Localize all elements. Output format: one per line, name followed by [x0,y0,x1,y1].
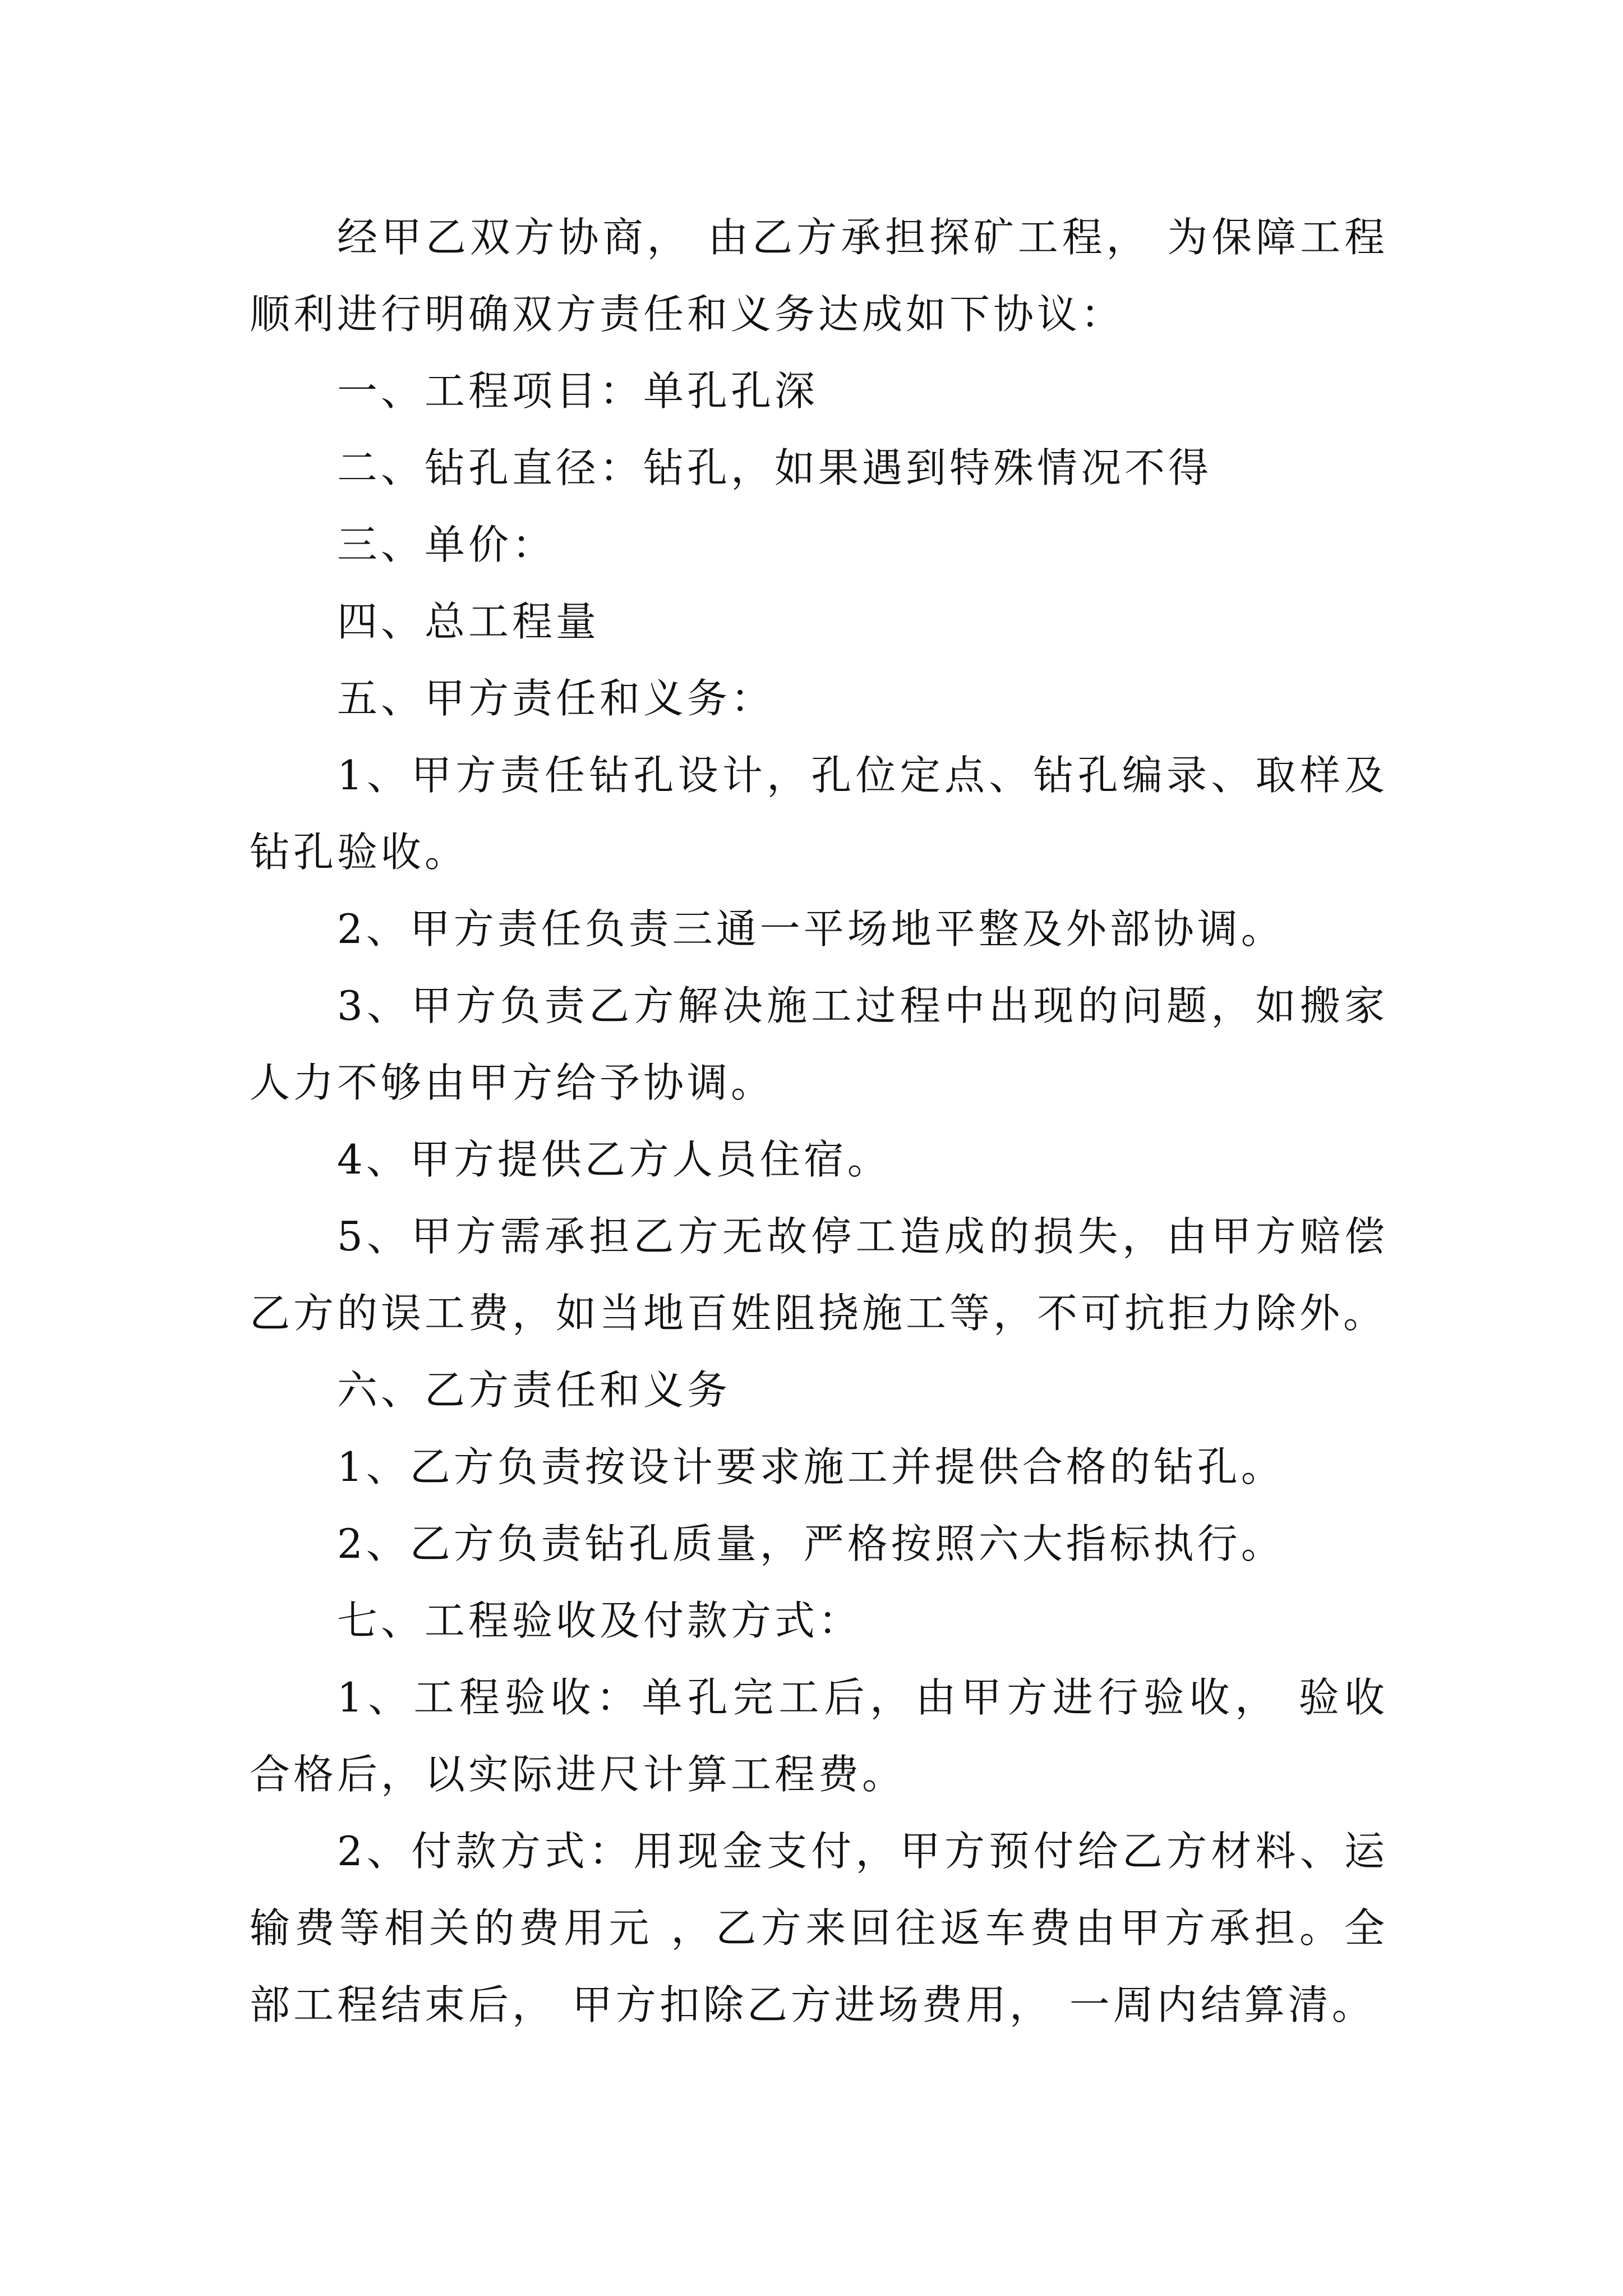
party-a-clause-5: 5、甲方需承担乙方无故停工造成的损失，由甲方赔偿乙方的误工费，如当地百姓阻挠施工等，不可抗拒力除外。 [250,1213,1388,1337]
acceptance-clause-1: 1、工程验收：单孔完工后，由甲方进行验收， 验收合格后，以实际进尺计算工程费。 [250,1674,1388,1798]
party-a-clause-1: 1、甲方责任钻孔设计，孔位定点、钻孔编录、取样及钻孔验收。 [250,752,1388,876]
document-body [250,199,1388,2044]
item-project: 一、工程项目：单孔孔深 [337,367,819,415]
section-acceptance-heading: 七、工程验收及付款方式： [337,1597,863,1644]
item-unit-price: 三、单价： [337,521,556,568]
party-a-clause-2: 2、甲方责任负责三通一平场地平整及外部协调。 [337,905,1285,953]
section-party-a-heading: 五、甲方责任和义务： [337,675,775,722]
party-b-clause-1: 1、乙方负责按设计要求施工并提供合格的钻孔。 [337,1443,1285,1490]
party-b-clause-2: 2、乙方负责钻孔质量，严格按照六大指标执行。 [337,1520,1285,1567]
item-total-quantity: 四、总工程量 [337,598,600,645]
item-diameter: 二、钻孔直径：钻孔，如果遇到特殊情况不得 [337,444,1212,491]
intro-paragraph: 经甲乙双方协商， 由乙方承担探矿工程， 为保障工程顺利进行明确双方责任和义务达成如下协议： [250,214,1388,338]
section-party-b-heading: 六、乙方责任和义务 [337,1366,731,1414]
acceptance-clause-2: 2、付款方式：用现金支付，甲方预付给乙方材料、运输费等相关的费用元 ，乙方来回往返车费由甲方承担。全部工程结束后， 甲方扣除乙方进场费用， 一周内结算清。 [250,1828,1388,2028]
party-a-clause-4: 4、甲方提供乙方人员住宿。 [337,1136,891,1183]
party-a-clause-3: 3、甲方负责乙方解决施工过程中出现的问题，如搬家人力不够由甲方给予协调。 [250,982,1388,1106]
